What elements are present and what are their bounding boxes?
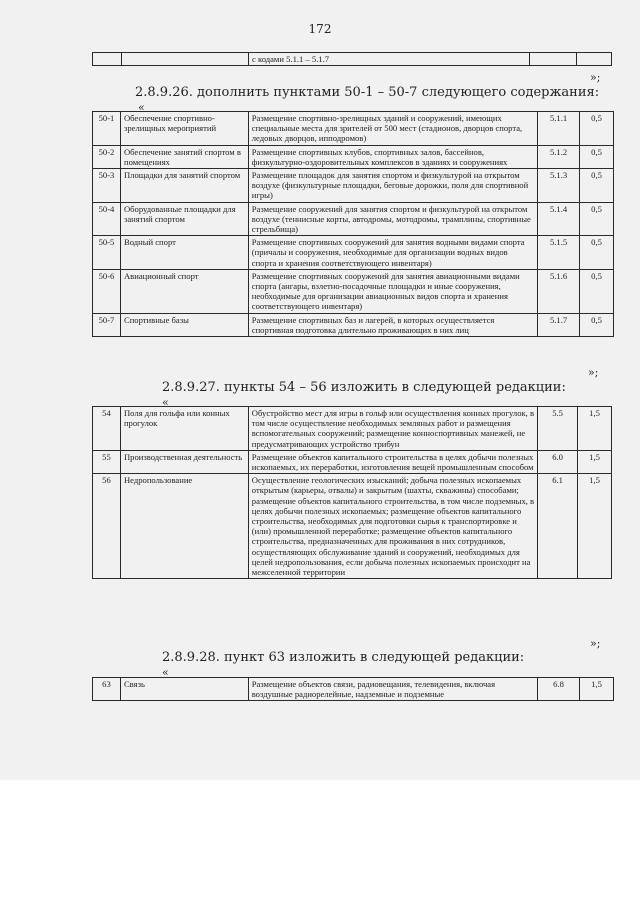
closing-quote-top: »; (590, 71, 601, 84)
land-use-table-3 (92, 677, 614, 701)
row-number: 50-1 (93, 112, 121, 146)
use-description: Размещение спортивных сооружений для занятия водными видами спорта (причалы и сооружения, необходимые для организации водных видов спорта и хранения соответствующего инвентаря) (248, 236, 537, 270)
table-row (93, 53, 612, 66)
table-row (93, 202, 614, 236)
opening-quote-1: « (138, 101, 145, 114)
use-type-name: Поля для гольфа или конных прогулок (120, 407, 248, 451)
use-description: Размещение спортивных сооружений для занятия авиационными видами спорта (ангары, взлетно-посадочные площадки и иные сооружения, необходимые для организации авиационных видов спорта и хранения соответствующего инвентаря) (248, 269, 537, 313)
coefficient: 1,5 (578, 407, 612, 451)
use-description: Размещение сооружений для занятия спортом и физкультурой на открытом воздухе (теннисные корты, автодромы, мотодромы, трамплины, спортивные стрельбища) (248, 202, 537, 236)
table-row (93, 450, 612, 473)
table-row (93, 474, 612, 579)
table-row (93, 407, 612, 451)
use-type-name: Спортивные базы (120, 313, 248, 336)
row-number: 63 (93, 678, 121, 701)
coefficient: 1,5 (578, 474, 612, 579)
use-code: 5.1.3 (538, 169, 580, 203)
row-number: 50-5 (93, 236, 121, 270)
coefficient: 1,5 (578, 450, 612, 473)
land-use-table-1 (92, 111, 614, 337)
section-heading-3: 2.8.9.28. пункт 63 изложить в следующей редакции: (162, 650, 525, 665)
page-number: 172 (308, 22, 332, 36)
table-row (93, 169, 614, 203)
use-code: 5.1.5 (538, 236, 580, 270)
section-heading-1: 2.8.9.26. дополнить пунктами 50-1 – 50-7 следующего содержания: (135, 85, 600, 100)
use-type-name: Оборудованные площадки для занятий спортом (120, 202, 248, 236)
row-number: 50-2 (93, 145, 121, 168)
coefficient: 0,5 (580, 145, 614, 168)
table-row (93, 269, 614, 313)
use-code: 5.5 (538, 407, 578, 451)
table-row (93, 145, 614, 168)
use-code: 5.1.4 (538, 202, 580, 236)
row-number: 50-4 (93, 202, 121, 236)
use-description: Размещение площадок для занятия спортом и физкультурой на открытом воздухе (физкультурные площадки, беговые дорожки, поля для спортивной игры) (248, 169, 537, 203)
coefficient: 0,5 (580, 112, 614, 146)
row-number: 50-3 (93, 169, 121, 203)
table-row (93, 112, 614, 146)
coefficient: 1,5 (580, 678, 614, 701)
use-description: Размещение спортивных баз и лагерей, в которых осуществляется спортивная подготовка длительно проживающих в них лиц (248, 313, 537, 336)
use-type-name: Недропользование (120, 474, 248, 579)
coefficient: 0,5 (580, 313, 614, 336)
coefficient: 0,5 (580, 269, 614, 313)
land-use-table-2 (92, 406, 612, 579)
section-heading-2: 2.8.9.27. пункты 54 – 56 изложить в следующей редакции: (162, 380, 566, 395)
table-row (93, 236, 614, 270)
use-description: Размещение объектов капитального строительства в целях добычи полезных ископаемых, их переработки, изготовления вещей промышленным способом (248, 450, 537, 473)
use-code: 6.8 (538, 678, 580, 701)
use-code: 5.1.2 (538, 145, 580, 168)
use-description: Обустройство мест для игры в гольф или осуществления конных прогулок, в том числе осуществление необходимых земляных работ и размещения вспомогательных сооружений; размещение конноспортивных манежей, не предусматривающих устройство трибун (248, 407, 537, 451)
row-number: 50-6 (93, 269, 121, 313)
use-description: Размещение спортивных клубов, спортивных залов, бассейнов, физкультурно-оздоровительных комплексов в зданиях и сооружениях (248, 145, 537, 168)
row-number: 50-7 (93, 313, 121, 336)
use-description: Осуществление геологических изысканий; добыча полезных ископаемых открытым (карьеры, отвалы) и закрытым (шахты, скважины) способами; размещение объектов капитального строительства, в том числе подземных, в целях добычи полезных ископаемых; размещение объектов капитального строительства, необходимых для подготовки сырья к транспортировке и (или) промышленной переработке; размещение объектов капитального строительства, предназначенных для проживания в них сотрудников, осуществляющих обслуживание зданий и сооружений, необходимых для целей недропользования, если добыча полезных ископаемых происходит на межселенной территории (248, 474, 537, 579)
row-number: 54 (93, 407, 121, 451)
use-code: 5.1.7 (538, 313, 580, 336)
row-number: 55 (93, 450, 121, 473)
use-type-name: Обеспечение спортивно-зрелищных мероприятий (120, 112, 248, 146)
opening-quote-3: « (162, 666, 169, 679)
use-type-name: Производственная деятельность (120, 450, 248, 473)
closing-quote-2: »; (590, 637, 601, 650)
coefficient: 0,5 (580, 202, 614, 236)
continuation-table (92, 52, 612, 66)
table-row (93, 678, 614, 701)
row-number: 56 (93, 474, 121, 579)
use-type-name: Авиационный спорт (120, 269, 248, 313)
use-type-name: Связь (120, 678, 248, 701)
coefficient: 0,5 (580, 236, 614, 270)
opening-quote-2: « (162, 396, 169, 409)
use-code: 5.1.6 (538, 269, 580, 313)
use-code: 6.1 (538, 474, 578, 579)
use-description: Размещение спортивно-зрелищных зданий и сооружений, имеющих специальные места для зрителей от 500 мест (стадионов, дворцов спорта, ледовых дворцов, ипподромов) (248, 112, 537, 146)
use-type-name: Площадки для занятий спортом (120, 169, 248, 203)
use-code: 5.1.1 (538, 112, 580, 146)
use-type-name: Обеспечение занятий спортом в помещениях (120, 145, 248, 168)
use-type-name: Водный спорт (120, 236, 248, 270)
use-description: Размещение объектов связи, радиовещания, телевидения, включая воздушные радиорелейные, надземные и подземные (248, 678, 537, 701)
use-code: 6.0 (538, 450, 578, 473)
coefficient: 0,5 (580, 169, 614, 203)
table-row (93, 313, 614, 336)
closing-quote-1: »; (588, 366, 599, 379)
continuation-text: с кодами 5.1.1 – 5.1.7 (249, 53, 530, 66)
